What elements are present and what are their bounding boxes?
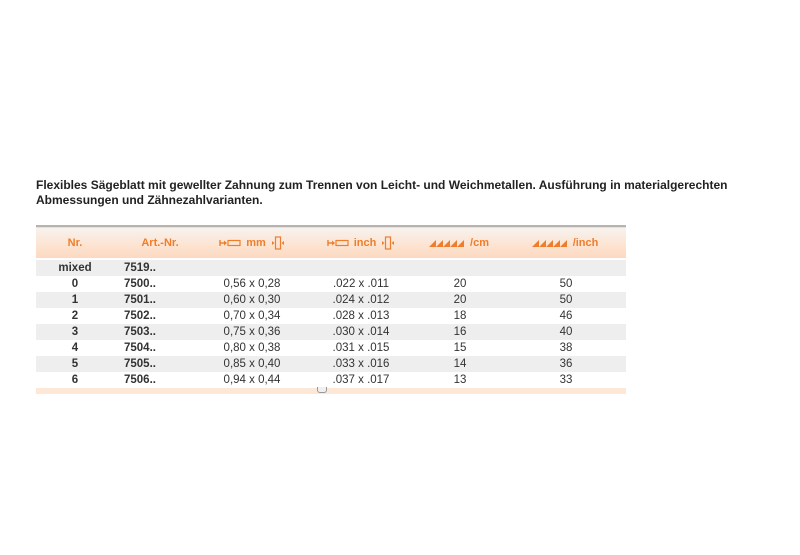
cell-per-inch: 38	[559, 342, 573, 354]
cell-art-nr: 7504..	[124, 342, 156, 354]
header-art-nr: Art.-Nr.	[141, 236, 179, 249]
cell-per-inch: 36	[559, 358, 573, 370]
cell-mm: 0,56 x 0,28	[223, 278, 281, 290]
cell-per-inch: 50	[559, 294, 573, 306]
cell-nr: 6	[71, 374, 79, 386]
cell-nr: 2	[71, 310, 79, 322]
header-mm-label: mm	[246, 236, 266, 249]
cell-art-nr: 7505..	[124, 358, 156, 370]
cell-inch: .031 x .015	[332, 342, 390, 354]
cell-art-nr: 7503..	[124, 326, 156, 338]
cell-mm: 0,60 x 0,30	[223, 294, 281, 306]
cell-nr: 1	[71, 294, 79, 306]
header-per-cm-label: /cm	[470, 236, 490, 249]
cell-mm: 0,80 x 0,38	[223, 342, 281, 354]
blade-thickness-icon	[381, 236, 395, 250]
cell-per-cm: 13	[453, 374, 467, 386]
cell-art-nr: 7506..	[124, 374, 156, 386]
spec-table	[36, 225, 626, 394]
cell-nr: 0	[71, 278, 79, 290]
cell-mm	[196, 260, 308, 276]
table-header-row	[36, 226, 626, 258]
cell-mm: 0,70 x 0,34	[223, 310, 281, 322]
table-row	[36, 372, 626, 388]
cell-inch: .022 x .011	[332, 278, 390, 290]
header-mm	[196, 226, 308, 258]
cell-mm: 0,75 x 0,36	[223, 326, 281, 338]
cell-per-cm: 18	[453, 310, 467, 322]
header-inch-label: inch	[353, 236, 377, 249]
cell-nr: 4	[71, 342, 79, 354]
cell-inch: .030 x .014	[332, 326, 390, 338]
cell-mm: 0,94 x 0,44	[223, 374, 281, 386]
cell-inch: .028 x .013	[332, 310, 390, 322]
cell-per-cm	[414, 260, 506, 276]
table-row	[36, 276, 626, 292]
table-footer-band	[36, 388, 626, 394]
saw-teeth-icon	[532, 239, 568, 247]
blade-length-icon	[327, 239, 349, 247]
cell-mm: 0,85 x 0,40	[223, 358, 281, 370]
cell-per-inch: 50	[559, 278, 573, 290]
blade-length-icon	[219, 239, 241, 247]
cell-inch: .024 x .012	[332, 294, 390, 306]
cell-inch: .033 x .016	[332, 358, 390, 370]
cell-inch	[308, 260, 414, 276]
header-per-inch-label: /inch	[572, 236, 599, 249]
cell-per-cm: 14	[453, 358, 467, 370]
cell-art-nr: 7519..	[124, 262, 156, 274]
cell-per-cm: 15	[453, 342, 467, 354]
table-row	[36, 292, 626, 308]
cell-art-nr: 7501..	[124, 294, 156, 306]
cell-nr: mixed	[58, 262, 92, 274]
cell-per-inch: 40	[559, 326, 573, 338]
cell-art-nr: 7500..	[124, 278, 156, 290]
table-row	[36, 308, 626, 324]
table-row	[36, 356, 626, 372]
cell-per-inch: 33	[559, 374, 573, 386]
table-row	[36, 260, 626, 276]
blade-thickness-icon	[271, 236, 285, 250]
header-nr: Nr.	[67, 236, 83, 249]
cell-per-inch: 46	[559, 310, 573, 322]
cell-per-cm: 16	[453, 326, 467, 338]
table-row	[36, 340, 626, 356]
resize-handle-icon[interactable]	[317, 387, 327, 393]
header-teeth-per-cm	[414, 226, 506, 258]
cell-art-nr: 7502..	[124, 310, 156, 322]
cell-inch: .037 x .017	[332, 374, 390, 386]
cell-nr: 5	[71, 358, 79, 370]
header-inch	[308, 226, 414, 258]
product-description: Flexibles Sägeblatt mit gewellter Zahnung zum Trennen von Leicht- und Weichmetallen. Ausführung in materialgerechten Abmessungen und Zähnezahlvarianten.	[36, 178, 728, 207]
cell-per-inch	[506, 260, 626, 276]
saw-teeth-icon	[429, 239, 465, 247]
header-teeth-per-inch	[506, 226, 626, 258]
cell-nr: 3	[71, 326, 79, 338]
cell-per-cm: 20	[453, 278, 467, 290]
table-row	[36, 324, 626, 340]
cell-per-cm: 20	[453, 294, 467, 306]
